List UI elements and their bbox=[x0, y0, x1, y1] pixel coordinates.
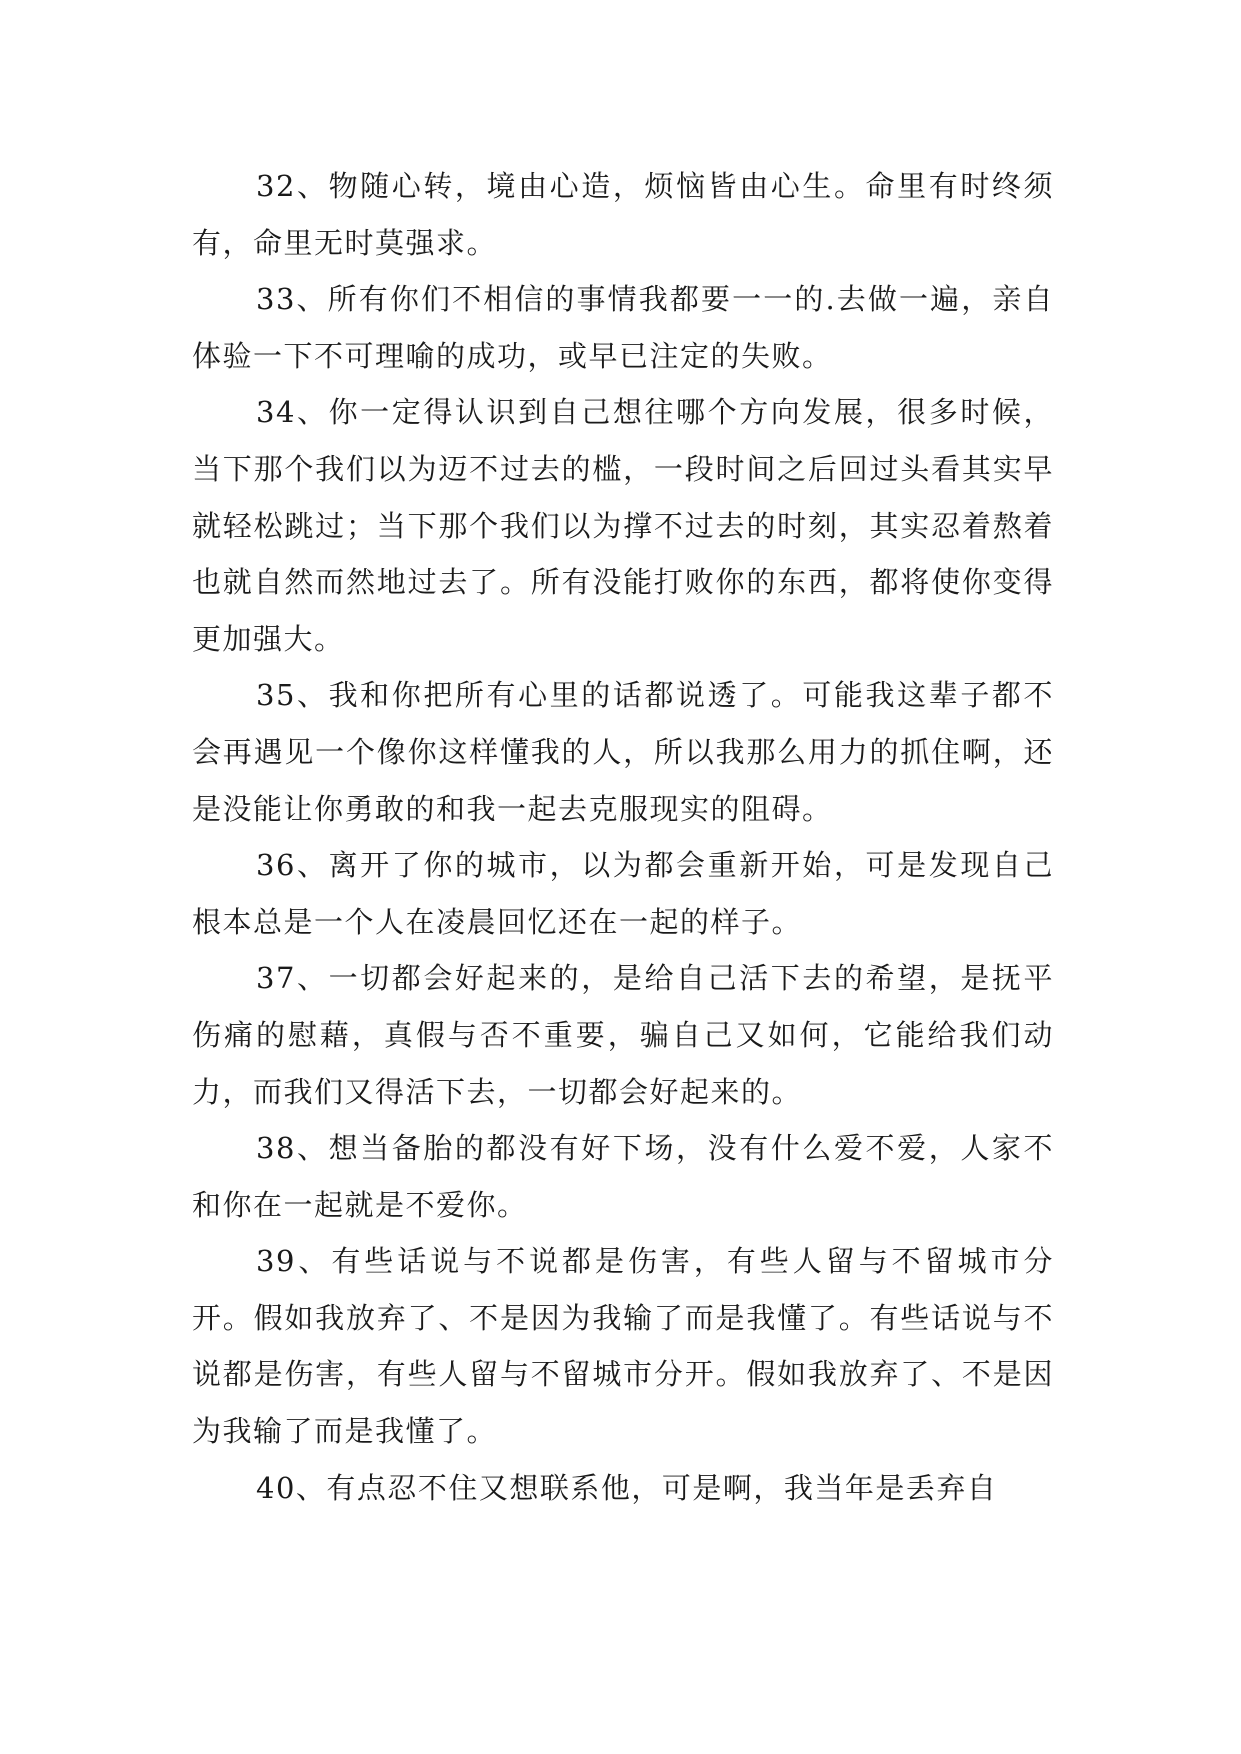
paragraph-40: 40、有点忍不住又想联系他，可是啊，我当年是丢弃自 bbox=[256, 1470, 998, 1505]
paragraph-37: 37、一切都会好起来的，是给自己活下去的希望，是抚平伤痛的慰藉，真假与否不重要，骗自己又如何，它能给我们动力，而我们又得活下去，一切都会好起来的。 bbox=[192, 961, 1054, 1109]
paragraph-33: 33、所有你们不相信的事情我都要一一的.去做一遍，亲自体验一下不可理喻的成功，或早已注定的失败。 bbox=[192, 282, 1054, 373]
paragraph-35: 35、我和你把所有心里的话都说透了。可能我这辈子都不会再遇见一个像你这样懂我的人，所以我那么用力的抓住啊，还是没能让你勇敢的和我一起去克服现实的阻碍。 bbox=[192, 678, 1054, 826]
paragraph-34: 34、你一定得认识到自己想往哪个方向发展，很多时候，当下那个我们以为迈不过去的槛，一段时间之后回过头看其实早就轻松跳过；当下那个我们以为撑不过去的时刻，其实忍着熬着也就自然而然地过去了。所有没能打败你的东西，都将使你变得更加强大。 bbox=[192, 395, 1054, 656]
paragraph-36: 36、离开了你的城市，以为都会重新开始，可是发现自己根本总是一个人在凌晨回忆还在一起的样子。 bbox=[192, 848, 1054, 939]
paragraph-38: 38、想当备胎的都没有好下场，没有什么爱不爱，人家不和你在一起就是不爱你。 bbox=[192, 1131, 1054, 1222]
paragraph-39: 39、有些话说与不说都是伤害，有些人留与不留城市分开。假如我放弃了、不是因为我输了而是我懂了。有些话说与不说都是伤害，有些人留与不留城市分开。假如我放弃了、不是因为我输了而是我懂了。 bbox=[192, 1244, 1054, 1449]
paragraph-32: 32、物随心转，境由心造，烦恼皆由心生。命里有时终须有，命里无时莫强求。 bbox=[192, 169, 1054, 260]
document-body bbox=[192, 158, 1054, 1516]
